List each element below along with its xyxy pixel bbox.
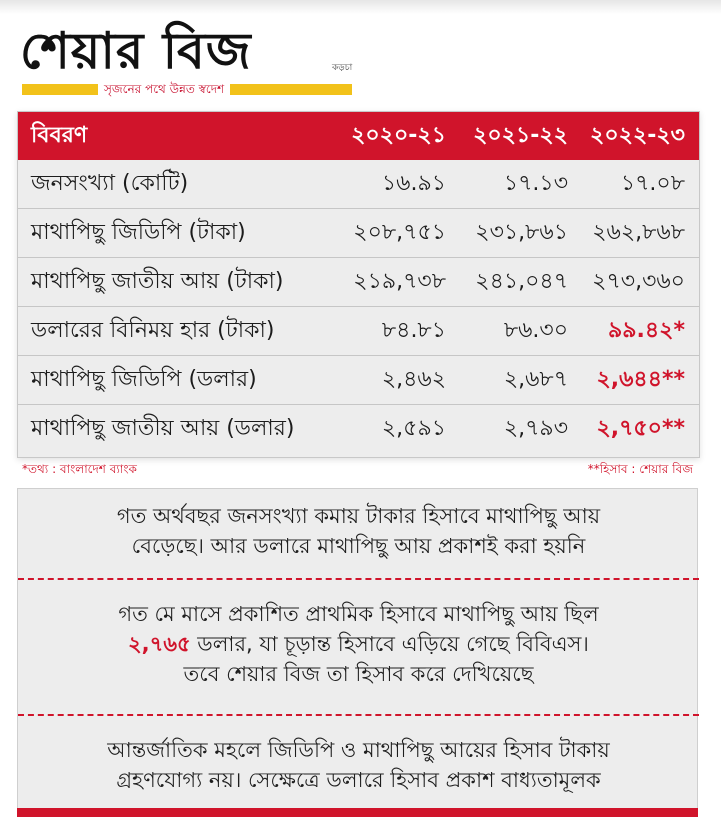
row-label: মাথাপিছু জাতীয় আয় (টাকা) [31,268,284,294]
info-p2-line2 [18,629,699,659]
header-year-1: ২০২০-২১ [351,122,446,148]
logo-text: শেয়ার বিজ [20,22,252,80]
row-value: ২,৭৯৩ [503,415,568,441]
row-value: ২,৫৯১ [381,415,446,441]
row-value: ৮৪.৮১ [381,317,446,343]
info-paragraph-2 [18,599,699,689]
data-table [17,111,700,458]
row-value: ২০৮,৭৫১ [353,219,446,245]
row-value-highlight: ৯৯.৪২* [608,317,685,343]
dashed-divider [18,578,699,580]
dashed-divider [18,714,699,716]
masthead-logo [14,22,359,102]
row-value: ২৭৩,৩৬০ [592,268,685,294]
info-p1-line1: গত অর্থবছর জনসংখ্যা কমায় টাকার হিসাবে মাথাপিছু আয় [116,504,601,528]
bottom-red-bar [17,808,698,817]
logo-small-text: কড়চা [332,63,353,73]
row-value-highlight: ২,৭৫০** [596,415,685,441]
table-row [18,307,699,356]
calculation-note: **হিসাব : শেয়ার বিজ [587,462,693,476]
info-p2-line1: গত মে মাসে প্রকাশিত প্রাথমিক হিসাবে মাথাপিছু আয় ছিল [118,602,599,626]
source-note: *তথ্য : বাংলাদেশ ব্যাংক [22,462,137,476]
row-value: ২৪১,০৪৭ [475,268,568,294]
info-p2-line3: তবে শেয়ার বিজ তা হিসাব করে দেখিয়েছে [183,662,534,686]
row-label: মাথাপিছু জিডিপি (টাকা) [31,219,246,245]
row-label: ডলারের বিনিময় হার (টাকা) [31,317,275,343]
table-row [18,209,699,258]
header-label: বিবরণ [31,122,88,148]
header-year-3: ২০২২-২৩ [590,122,685,148]
row-value: ১৭.১৩ [503,170,568,196]
header-year-2: ২০২১-২২ [473,122,568,148]
table-row [18,356,699,405]
row-value: ২৩১,৮৬১ [475,219,568,245]
table-row [18,405,699,453]
info-p1-line2: বেড়েছে। আর ডলারে মাথাপিছু আয় প্রকাশই করা হয়নি [131,534,586,558]
row-value: ২৬২,৮৬৮ [592,219,685,245]
row-value: ২,৬৮৭ [503,366,568,392]
row-value: ২,৪৬২ [381,366,446,392]
logo-tagline: সৃজনের পথে উন্নত স্বদেশ [98,80,230,98]
table-row [18,160,699,209]
row-value: ১৬.৯১ [381,170,446,196]
info-p3-line1: আন্তর্জাতিক মহলে জিডিপি ও মাথাপিছু আয়ের হিসাব টাকায় [107,738,610,762]
row-value: ২১৯,৭৩৮ [353,268,446,294]
row-value: ১৭.০৮ [620,170,685,196]
row-value-highlight: ২,৬৪৪** [596,366,685,392]
info-p3-line2: গ্রহণযোগ্য নয়। সেক্ষেত্রে ডলারে হিসাব প্রকাশ বাধ্যতামূলক [116,768,601,792]
table-header-row [18,112,699,160]
highlight-amount: ২,৭৬৫ [128,632,191,656]
info-box [17,488,698,810]
top-shadow [0,0,721,14]
info-p2-line2-rest: ডলার, যা চূড়ান্ত হিসাবে এড়িয়ে গেছে বিবিএস। [190,632,589,656]
row-label: জনসংখ্যা (কোটি) [31,170,189,196]
info-paragraph-3 [18,735,699,795]
info-paragraph-1 [18,501,699,561]
row-label: মাথাপিছু জিডিপি (ডলার) [31,366,257,392]
row-value: ৮৬.৩০ [503,317,568,343]
table-row [18,258,699,307]
row-label: মাথাপিছু জাতীয় আয় (ডলার) [31,415,295,441]
